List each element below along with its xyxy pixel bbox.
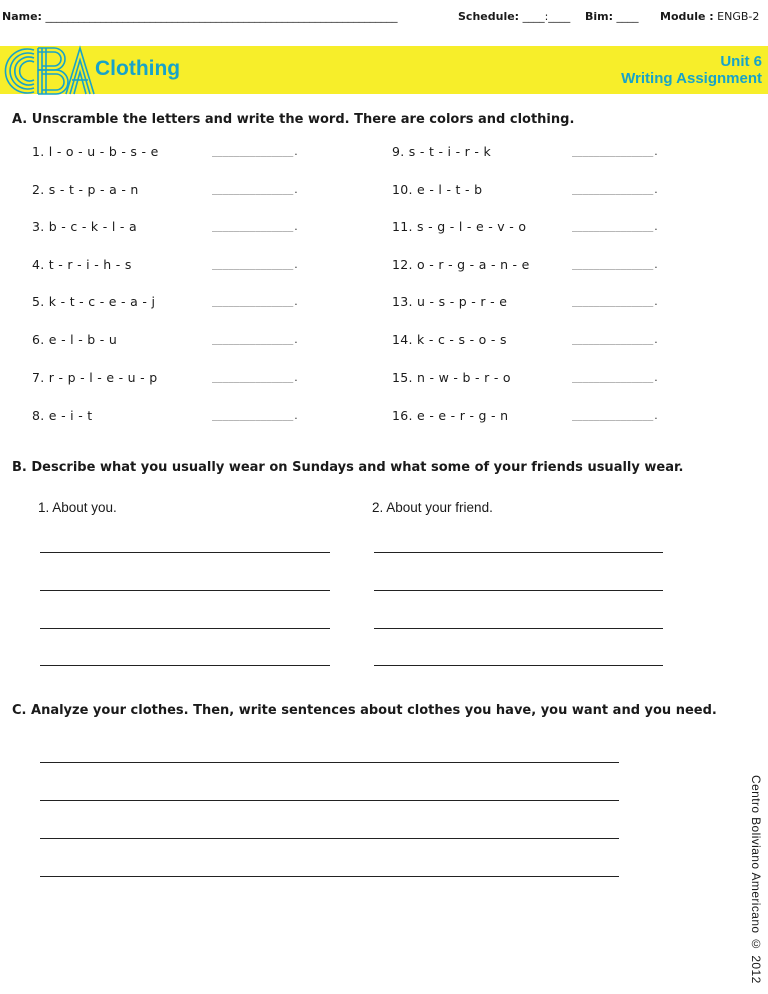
writing-line[interactable] (40, 552, 330, 553)
writing-line[interactable] (40, 590, 330, 591)
answer-blank[interactable]: _______________. (212, 261, 299, 271)
writing-line[interactable] (40, 876, 619, 877)
scrambled-letters: 12. o - r - g - a - n - e (392, 257, 530, 272)
about-you-label: 1. About you. (38, 500, 117, 515)
section-a-heading: A. Unscramble the letters and write the word. There are colors and clothing. (12, 112, 575, 127)
unscramble-item (32, 182, 352, 200)
module-value: ENGB-2 (717, 10, 760, 23)
answer-blank[interactable]: _______________. (572, 374, 659, 384)
about-friend-label: 2. About your friend. (372, 500, 493, 515)
assignment-type: Writing Assignment (621, 70, 762, 87)
scrambled-letters: 9. s - t - i - r - k (392, 144, 491, 159)
module-label: Module : (660, 10, 714, 23)
unscramble-item (32, 219, 352, 237)
answer-blank[interactable]: _______________. (212, 223, 299, 233)
unit-number: Unit 6 (720, 53, 762, 70)
bim-field[interactable] (585, 10, 639, 23)
scrambled-letters: 13. u - s - p - r - e (392, 294, 508, 309)
section-b-heading: B. Describe what you usually wear on Sundays and what some of your friends usually wear. (12, 460, 684, 475)
answer-blank[interactable]: _______________. (572, 336, 659, 346)
bim-label: Bim: (585, 10, 614, 23)
answer-blank[interactable]: _______________. (572, 186, 659, 196)
name-field[interactable] (2, 10, 397, 23)
unscramble-item (392, 182, 712, 200)
bim-blank[interactable]: ____ (616, 10, 639, 23)
scrambled-letters: 16. e - e - r - g - n (392, 408, 509, 423)
scrambled-letters: 11. s - g - l - e - v - o (392, 219, 527, 234)
writing-line[interactable] (374, 552, 663, 553)
scrambled-letters: 3. b - c - k - l - a (32, 219, 137, 234)
answer-blank[interactable]: _______________. (572, 412, 659, 422)
writing-line[interactable] (40, 838, 619, 839)
unscramble-item (392, 294, 712, 312)
scrambled-letters: 2. s - t - p - a - n (32, 182, 139, 197)
answer-blank[interactable]: _______________. (212, 148, 299, 158)
student-info-bar (0, 10, 768, 28)
scrambled-letters: 8. e - i - t (32, 408, 93, 423)
answer-blank[interactable]: _______________. (212, 336, 299, 346)
answer-blank[interactable]: _______________. (572, 223, 659, 233)
unscramble-item (392, 219, 712, 237)
scrambled-letters: 14. k - c - s - o - s (392, 332, 507, 347)
answer-blank[interactable]: _______________. (212, 186, 299, 196)
writing-line[interactable] (374, 628, 663, 629)
writing-line[interactable] (374, 590, 663, 591)
scrambled-letters: 4. t - r - i - h - s (32, 257, 132, 272)
scrambled-letters: 10. e - l - t - b (392, 182, 483, 197)
scrambled-letters: 5. k - t - c - e - a - j (32, 294, 156, 309)
unscramble-item (392, 408, 712, 426)
unscramble-item (392, 257, 712, 275)
unscramble-item (32, 294, 352, 312)
schedule-blank[interactable]: ____:____ (522, 10, 571, 23)
writing-line[interactable] (40, 800, 619, 801)
section-c-heading: C. Analyze your clothes. Then, write sentences about clothes you have, you want and you need. (12, 703, 717, 718)
schedule-field[interactable] (458, 10, 570, 23)
answer-blank[interactable]: _______________. (212, 374, 299, 384)
schedule-label: Schedule: (458, 10, 520, 23)
answer-blank[interactable]: _______________. (572, 298, 659, 308)
unit-label (621, 53, 762, 87)
unscramble-item (32, 370, 352, 388)
answer-blank[interactable]: _______________. (572, 261, 659, 271)
writing-line[interactable] (40, 665, 330, 666)
writing-line[interactable] (40, 762, 619, 763)
scrambled-letters: 7. r - p - l - e - u - p (32, 370, 158, 385)
unscramble-item (392, 332, 712, 350)
answer-blank[interactable]: _______________. (212, 298, 299, 308)
answer-blank[interactable]: _______________. (212, 412, 299, 422)
writing-line[interactable] (374, 665, 663, 666)
unscramble-item (392, 370, 712, 388)
module-field (660, 10, 759, 23)
writing-line[interactable] (40, 628, 330, 629)
cba-logo (4, 40, 98, 102)
copyright-credit: Centro Boliviano Americano © 2012 (749, 775, 763, 984)
scrambled-letters: 15. n - w - b - r - o (392, 370, 511, 385)
unscramble-item (32, 332, 352, 350)
name-blank[interactable]: ________________________________________________________________ (45, 10, 398, 23)
worksheet-title: Clothing (95, 57, 181, 80)
unscramble-item (32, 408, 352, 426)
scrambled-letters: 6. e - l - b - u (32, 332, 118, 347)
answer-blank[interactable]: _______________. (572, 148, 659, 158)
scrambled-letters: 1. l - o - u - b - s - e (32, 144, 159, 159)
unscramble-item (392, 144, 712, 162)
unscramble-item (32, 257, 352, 275)
name-label: Name: (2, 10, 42, 23)
unscramble-item (32, 144, 352, 162)
